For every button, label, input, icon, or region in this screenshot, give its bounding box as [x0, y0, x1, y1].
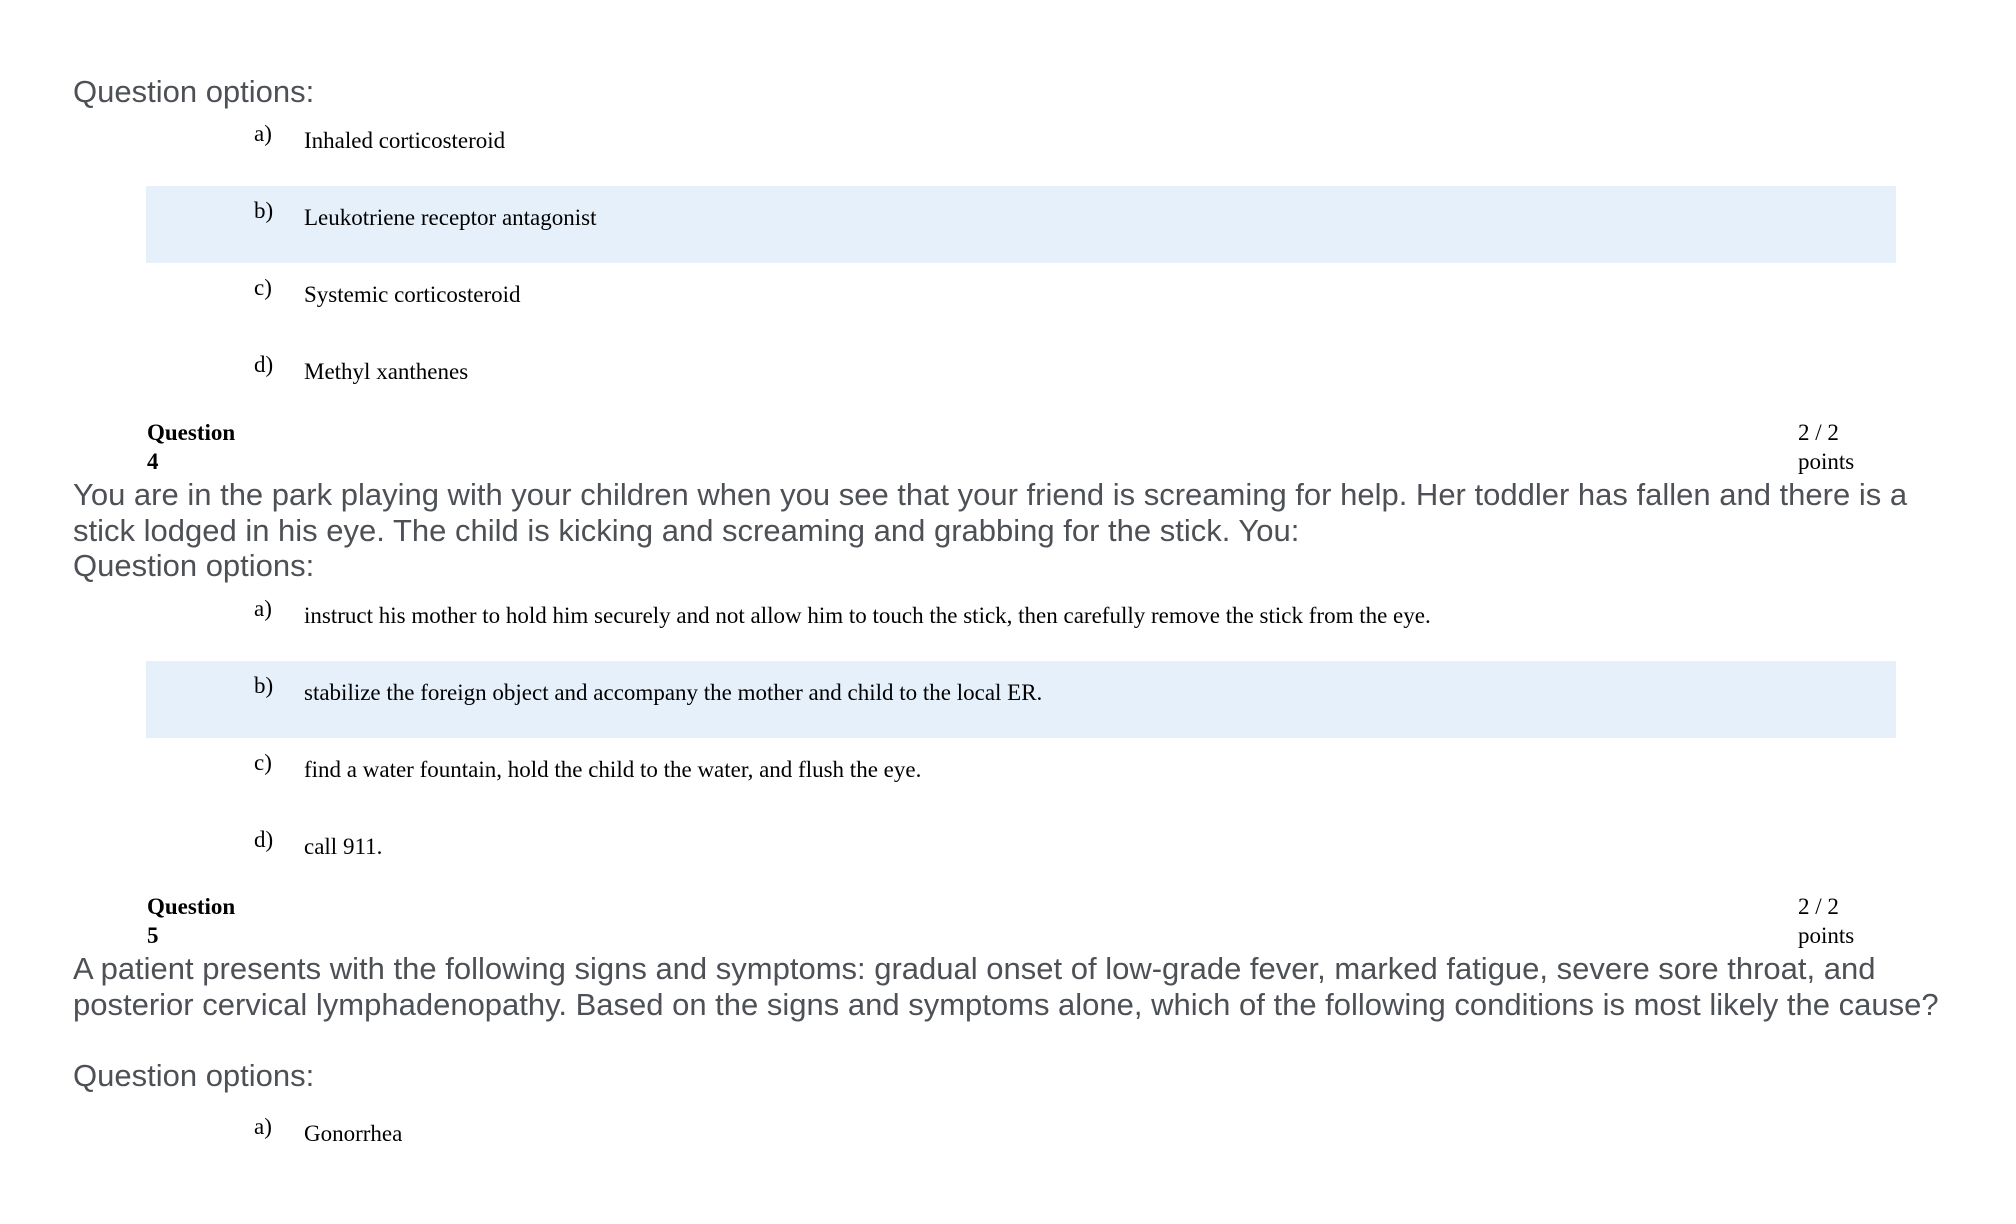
option-text: Systemic corticosteroid — [304, 282, 521, 307]
question-options-label: Question options: — [73, 74, 315, 109]
score-unit: points — [1798, 449, 1855, 474]
option-text: call 911. — [304, 834, 383, 859]
option-row-a[interactable] — [146, 584, 1896, 661]
option-text: instruct his mother to hold him securely and not allow him to touch the stick, then carefully remove the stick from the eye. — [304, 603, 1431, 628]
question-title: Question — [147, 420, 236, 445]
question-number: 4 — [147, 449, 159, 474]
option-letter: d) — [254, 827, 274, 852]
question-5-stem: A patient presents with the following signs and symptoms: gradual onset of low-grade fever, marked fatigue, severe sore throat, and posterior cervical lymphadenopathy. Based on the signs and symptoms alone, which of the following conditions is most likely the cause? — [73, 951, 1939, 1022]
question-number: 5 — [147, 923, 159, 948]
option-text: find a water fountain, hold the child to the water, and flush the eye. — [304, 757, 922, 782]
question-title: Question — [147, 894, 236, 919]
option-letter: a) — [254, 596, 272, 621]
question-4-header — [147, 418, 235, 476]
question-5-header — [147, 892, 235, 950]
question-options-label: Question options: — [73, 548, 315, 583]
option-row-b-selected[interactable] — [146, 661, 1896, 738]
option-text: Methyl xanthenes — [304, 359, 469, 384]
option-row-d[interactable] — [146, 340, 1896, 417]
question-4-score — [1798, 418, 1854, 476]
option-text: Gonorrhea — [304, 1121, 403, 1146]
question-5-score — [1798, 892, 1854, 950]
option-letter: b) — [254, 198, 274, 223]
option-letter: d) — [254, 352, 274, 377]
question-4-stem: You are in the park playing with your children when you see that your friend is screaming for help. Her toddler has fallen and there is a stick lodged in his eye. The child is kicking and screaming and grabbing for the stick. You: — [73, 477, 1908, 548]
option-letter: c) — [254, 275, 272, 300]
option-letter: b) — [254, 673, 274, 698]
option-letter: c) — [254, 750, 272, 775]
option-letter: a) — [254, 1114, 272, 1139]
option-row-a[interactable] — [146, 1102, 1896, 1179]
score-value: 2 / 2 — [1798, 420, 1839, 445]
option-text: Inhaled corticosteroid — [304, 128, 506, 153]
option-row-c[interactable] — [146, 263, 1896, 340]
option-row-b-selected[interactable] — [146, 186, 1896, 263]
question-options-label: Question options: — [73, 1058, 315, 1093]
option-row-d[interactable] — [146, 815, 1896, 892]
option-text: Leukotriene receptor antagonist — [304, 205, 597, 230]
score-unit: points — [1798, 923, 1855, 948]
option-row-a[interactable] — [146, 109, 1896, 186]
option-row-c[interactable] — [146, 738, 1896, 815]
option-letter: a) — [254, 121, 272, 146]
score-value: 2 / 2 — [1798, 894, 1839, 919]
option-text: stabilize the foreign object and accompany the mother and child to the local ER. — [304, 680, 1043, 705]
